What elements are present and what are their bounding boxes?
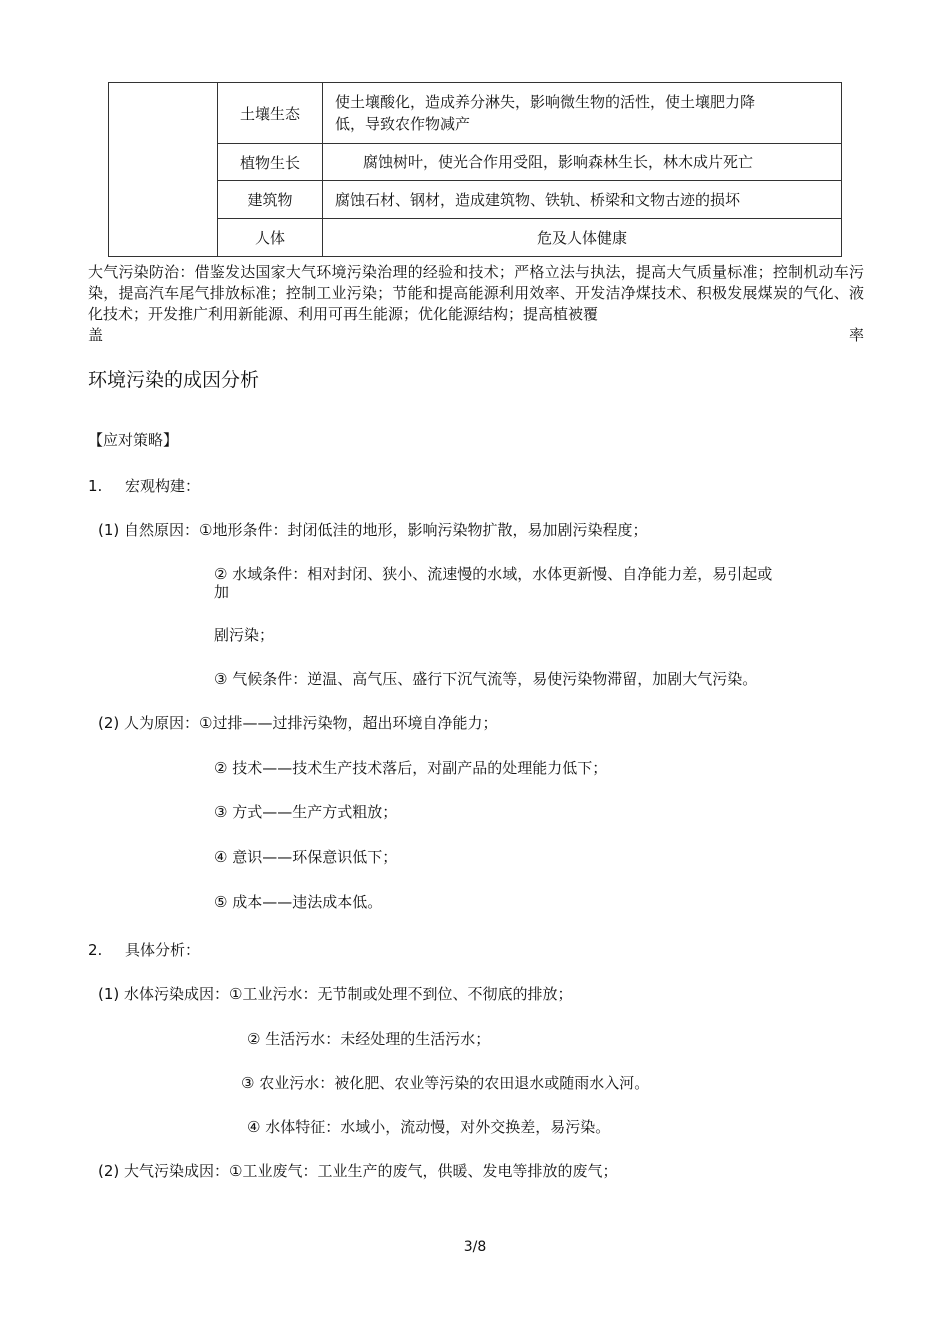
human-item-awareness: ④ 意识——环保意识低下； xyxy=(214,848,398,866)
water-item-agriculture: ③ 农业污水：被化肥、农业等污染的农田退水或随雨水入河。 xyxy=(241,1074,650,1092)
water-item-domestic: ② 生活污水：未经处理的生活污水； xyxy=(247,1030,491,1048)
table-row xyxy=(109,144,842,181)
table-row xyxy=(109,83,842,144)
human-item-technology: ② 技术——技术生产技术落后，对副产品的处理能力低下； xyxy=(214,759,608,777)
table-cell-object: 植物生长 xyxy=(218,144,323,181)
table-cell-effect: 腐蚀树叶，使光合作用受阻，影响森林生长，林木成片死亡 xyxy=(323,144,842,181)
table-cell-effect xyxy=(323,83,842,144)
table-cell-object: 人体 xyxy=(218,219,323,257)
part1-title: 宏观构建： xyxy=(125,477,201,495)
prevention-last-left: 盖 xyxy=(88,326,104,344)
part2-number: 2. xyxy=(88,941,103,959)
human-causes-lead: (2) 人为原因：①过排——过排污染物，超出环境自净能力； xyxy=(98,714,498,732)
natural-item-climate: ③ 气候条件：逆温、高气压、盛行下沉气流等，易使污染物滞留，加剧大气污染。 xyxy=(214,670,758,688)
table-row xyxy=(109,181,842,219)
table-cell-effect: 腐蚀石材、钢材，造成建筑物、铁轨、桥梁和文物古迹的损坏 xyxy=(323,181,842,219)
table-cell-effect: 危及人体健康 xyxy=(323,219,842,257)
table-row xyxy=(109,219,842,257)
prevention-last-right: 率 xyxy=(848,326,864,344)
table-cell-object: 建筑物 xyxy=(218,181,323,219)
page-number: 3/8 xyxy=(463,1239,487,1255)
acid-rain-effects-table xyxy=(108,82,842,257)
effect-line: 低，导致农作物减产 xyxy=(335,115,471,133)
human-item-method: ③ 方式——生产方式粗放； xyxy=(214,803,398,821)
water-item-features: ④ 水体特征：水域小，流动慢，对外交换差，易污染。 xyxy=(247,1118,611,1136)
table-cell-object: 土壤生态 xyxy=(218,83,323,144)
human-item-cost: ⑤ 成本——违法成本低。 xyxy=(214,893,383,911)
natural-item-water-cont: 加 xyxy=(214,583,230,601)
prevention-text: 大气污染防治：借鉴发达国家大气环境污染治理的经验和技术；严格立法与执法，提高大气质量标准；控制机动车污染，提高汽车尾气排放标准；控制工业污染；节能和提高能源利用效率、开发洁净煤技术、积极发展煤炭的气化、液化技术；开发推广利用新能源、利用可再生能源；优化能源结构；提高植被覆 xyxy=(88,263,864,323)
natural-item-water-cont2: 剧污染； xyxy=(214,626,275,644)
natural-item-water: ② 水域条件：相对封闭、狭小、流速慢的水域，水体更新慢、自净能力差，易引起或 xyxy=(214,565,773,583)
water-pollution-lead: (1) 水体污染成因：①工业污水：无节制或处理不到位、不彻底的排放； xyxy=(98,985,573,1003)
prevention-last-line xyxy=(88,325,864,346)
table-merged-cell xyxy=(109,83,218,257)
natural-causes-lead: (1) 自然原因：①地形条件：封闭低洼的地形，影响污染物扩散，易加剧污染程度； xyxy=(98,521,648,539)
air-pollution-lead: (2) 大气污染成因：①工业废气：工业生产的废气，供暖、发电等排放的废气； xyxy=(98,1162,618,1180)
part1-number: 1. xyxy=(88,477,103,495)
effect-line: 使土壤酸化，造成养分淋失，影响微生物的活性，使土壤肥力降 xyxy=(335,93,756,111)
strategy-label: 【应对策略】 xyxy=(88,431,179,449)
part2-title: 具体分析： xyxy=(125,941,201,959)
air-pollution-prevention-paragraph xyxy=(88,262,864,346)
section-title: 环境污染的成因分析 xyxy=(88,369,260,391)
